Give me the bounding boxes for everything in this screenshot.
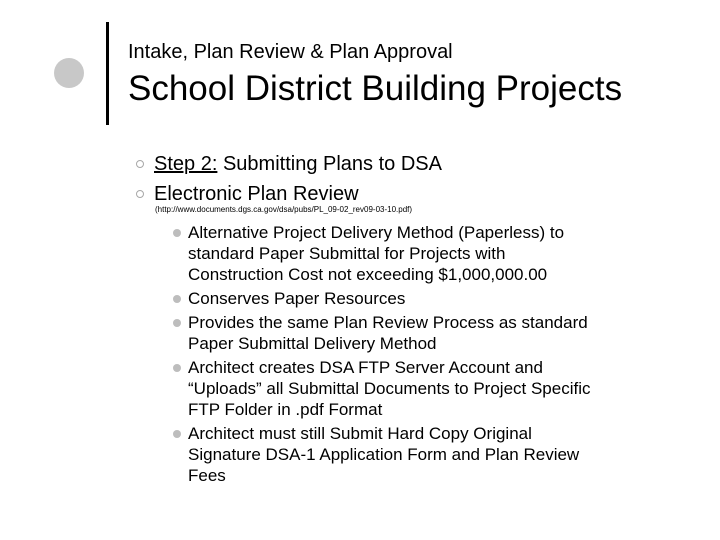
- sub-bullet-line: Architect creates DSA FTP Server Account and: [188, 358, 543, 377]
- title-divider-line: [106, 22, 109, 125]
- sub-bullet-item: [188, 357, 688, 420]
- sub-bullet-item: [188, 423, 688, 486]
- sub-bullet-line: Conserves Paper Resources: [188, 289, 406, 308]
- sub-bullet-line: standard Paper Submittal for Projects with: [188, 244, 506, 263]
- sub-bullet-line: Construction Cost not exceeding $1,000,000.00: [188, 265, 548, 284]
- title-decoration-dot: [54, 58, 84, 88]
- step-text: Submitting Plans to DSA: [217, 153, 442, 175]
- slide-subtitle: Intake, Plan Review & Plan Approval: [128, 41, 453, 63]
- slide-title: School District Building Projects: [128, 69, 623, 108]
- sub-bullet-item: [188, 222, 688, 285]
- sub-bullet-list: [188, 222, 688, 489]
- sub-bullet-line: Provides the same Plan Review Process as standard: [188, 313, 588, 332]
- dot-bullet-icon: [173, 295, 181, 303]
- sub-bullet-item: [188, 312, 688, 354]
- sub-bullet-line: Alternative Project Delivery Method (Paperless) to: [188, 223, 565, 242]
- sub-bullet-item: [188, 288, 688, 309]
- sub-bullet-line: “Uploads” all Submittal Documents to Project Specific: [188, 379, 591, 398]
- sub-bullet-line: Paper Submittal Delivery Method: [188, 334, 437, 353]
- dot-bullet-icon: [173, 319, 181, 327]
- dot-bullet-icon: [173, 229, 181, 237]
- bullet-step-2: [154, 152, 442, 176]
- dot-bullet-icon: [173, 364, 181, 372]
- ring-bullet-icon: [136, 190, 144, 198]
- ring-bullet-icon: [136, 160, 144, 168]
- sub-bullet-line: FTP Folder in .pdf Format: [188, 400, 383, 419]
- bullet-electronic-plan-review: [154, 182, 359, 206]
- sub-bullet-line: Fees: [188, 466, 226, 485]
- bullet-text: Electronic Plan Review: [154, 183, 359, 205]
- sub-bullet-line: Architect must still Submit Hard Copy Original: [188, 424, 532, 443]
- step-label: Step 2:: [154, 153, 218, 175]
- dot-bullet-icon: [173, 430, 181, 438]
- sub-bullet-line: Signature DSA-1 Application Form and Plan Review: [188, 445, 580, 464]
- reference-url[interactable]: (http://www.documents.dgs.ca.gov/dsa/pubs/PL_09-02_rev09-03-10.pdf): [155, 205, 413, 214]
